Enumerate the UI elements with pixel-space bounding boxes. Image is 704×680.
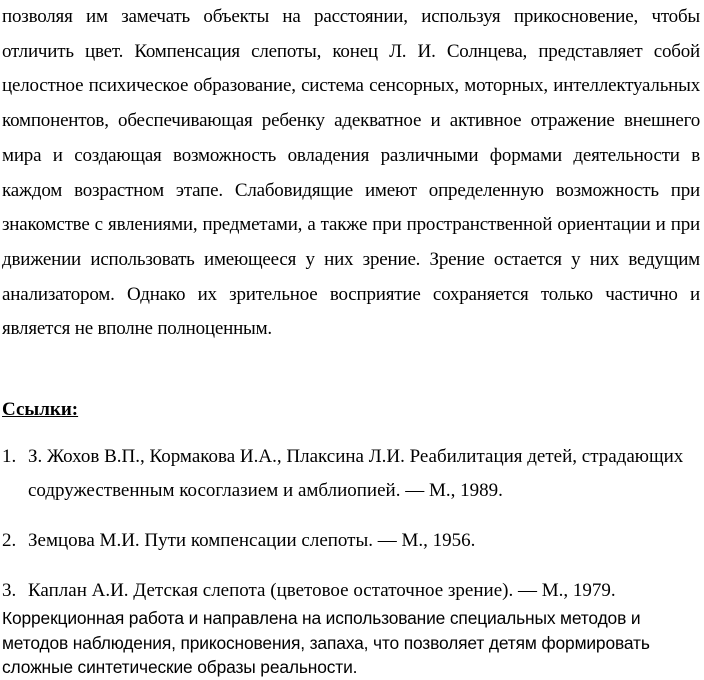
reference-number: 2. — [2, 530, 17, 551]
intro-paragraph: позволяя им замечать объекты на расстоянии, используя прикосновение, чтобы отличить цвет. Компенсация слепоты, конец Л. И. Солнцева, представляет собой целостное психическое образование, система сенсорных, моторных, интеллектуальных компонентов, обеспечивающая ребенку адекватное и активное отражение внешнего мира и создающая возможность овладения различными формами деятельности в каждом возрастном этапе. Слабовидящие имеют определенную возможность при знакомстве с явлениями, предметами, а также при пространственной ориентации и при движении использовать имеющееся у них зрение. Зрение остается у них ведущим анализатором. Однако их зрительное восприятие сохраняется только частично и является не вполне полноценным. — [2, 6, 700, 340]
references-heading: Ссылки: — [2, 399, 79, 420]
reference-item — [0, 440, 700, 508]
reference-number: 1. — [2, 446, 17, 467]
reference-number: 3. — [2, 580, 17, 601]
reference-item — [0, 574, 700, 608]
closing-paragraph: Коррекционная работа и направлена на использование специальных методов и методов наблюдения, прикосновения, запаха, что позволяет детям формировать сложные синтетические образы реальности. — [2, 608, 650, 677]
references-list — [0, 440, 700, 608]
reference-item — [0, 524, 700, 558]
reference-text: З. Жохов В.П., Кормакова И.А., Плаксина Л.И. Реабилитация детей, страдающих содружественным косоглазием и амблиопией. — М., 1989. — [28, 446, 684, 501]
reference-text: Земцова М.И. Пути компенсации слепоты. — М., 1956. — [28, 530, 476, 551]
reference-text: Каплан А.И. Детская слепота (цветовое остаточное зрение). — М., 1979. — [28, 580, 616, 601]
